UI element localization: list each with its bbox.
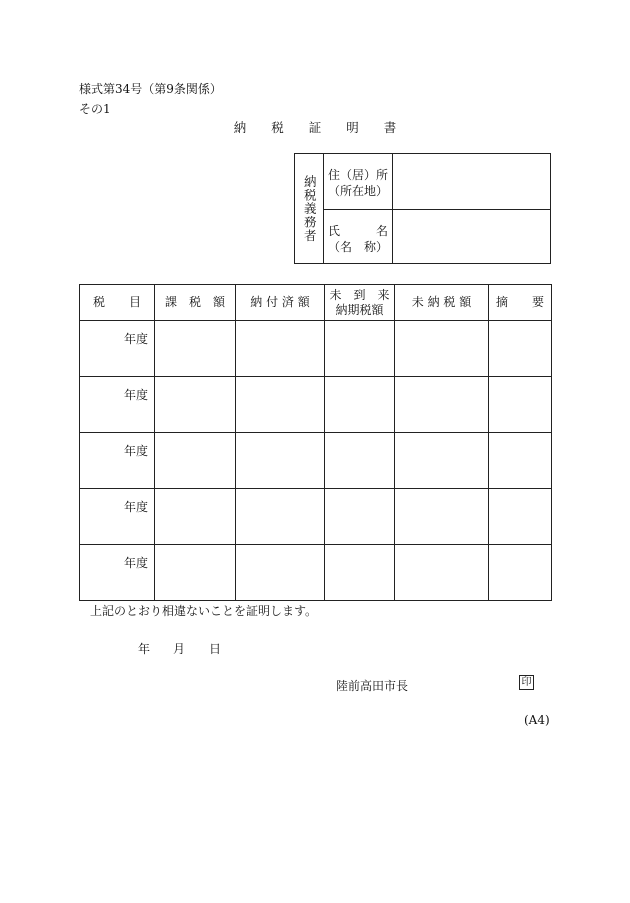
address-label-line1: 住（居）所 <box>327 168 388 182</box>
seal-mark: 印 <box>519 675 534 690</box>
taxed-amount-cell[interactable] <box>155 489 236 545</box>
date-year-label: 年 <box>138 642 151 656</box>
year-cell[interactable]: 年度 <box>80 321 155 377</box>
paid-amount-cell[interactable] <box>236 377 325 433</box>
unpaid-amount-cell[interactable] <box>395 545 489 601</box>
paper-size-note: (A4) <box>524 713 550 727</box>
table-row <box>80 377 552 433</box>
not-due-amount-cell[interactable] <box>325 545 395 601</box>
name-label-line1: 氏 名 <box>327 224 388 238</box>
remarks-cell[interactable] <box>489 377 552 433</box>
issuer-name: 陸前高田市長 <box>336 679 409 693</box>
header-not-due-line1: 未 到 来 <box>329 287 390 302</box>
year-cell[interactable]: 年度 <box>80 489 155 545</box>
header-not-due-amount <box>325 285 395 321</box>
date-day-label: 日 <box>209 642 222 656</box>
form-number: 様式第34号（第9条関係） <box>79 82 222 96</box>
paid-amount-cell[interactable] <box>236 489 325 545</box>
tax-table <box>79 284 552 601</box>
address-label-line2: （所在地） <box>327 184 388 198</box>
unpaid-amount-cell[interactable] <box>395 321 489 377</box>
paid-amount-cell[interactable] <box>236 321 325 377</box>
table-row <box>80 433 552 489</box>
certification-statement: 上記のとおり相違ないことを証明します。 <box>90 604 318 618</box>
issue-date <box>138 640 221 657</box>
unpaid-amount-cell[interactable] <box>395 377 489 433</box>
table-row <box>80 545 552 601</box>
taxpayer-vertical-label <box>295 154 324 263</box>
not-due-amount-cell[interactable] <box>325 489 395 545</box>
header-tax-item: 税 目 <box>80 285 155 321</box>
year-cell[interactable]: 年度 <box>80 433 155 489</box>
unpaid-amount-cell[interactable] <box>395 433 489 489</box>
remarks-cell[interactable] <box>489 321 552 377</box>
taxed-amount-cell[interactable] <box>155 377 236 433</box>
name-label-line2: （名 称） <box>327 240 388 254</box>
name-label <box>323 209 393 263</box>
taxed-amount-cell[interactable] <box>155 545 236 601</box>
table-row <box>80 321 552 377</box>
taxed-amount-cell[interactable] <box>155 321 236 377</box>
document-title: 納 税 証 明 書 <box>233 120 397 135</box>
header-taxed-amount: 課 税 額 <box>155 285 236 321</box>
remarks-cell[interactable] <box>489 545 552 601</box>
not-due-amount-cell[interactable] <box>325 433 395 489</box>
year-cell[interactable]: 年度 <box>80 545 155 601</box>
table-header-row <box>80 285 552 321</box>
date-month-label: 月 <box>173 642 186 656</box>
not-due-amount-cell[interactable] <box>325 321 395 377</box>
taxed-amount-cell[interactable] <box>155 433 236 489</box>
not-due-amount-cell[interactable] <box>325 377 395 433</box>
taxpayer-box <box>294 153 551 264</box>
unpaid-amount-cell[interactable] <box>395 489 489 545</box>
table-row <box>80 489 552 545</box>
remarks-cell[interactable] <box>489 433 552 489</box>
year-cell[interactable]: 年度 <box>80 377 155 433</box>
name-row <box>323 209 550 263</box>
header-remarks: 摘 要 <box>489 285 552 321</box>
header-unpaid-amount: 未 納 税 額 <box>395 285 489 321</box>
name-field[interactable] <box>393 209 550 263</box>
paid-amount-cell[interactable] <box>236 545 325 601</box>
address-label <box>323 154 393 209</box>
address-row <box>323 154 550 210</box>
paid-amount-cell[interactable] <box>236 433 325 489</box>
remarks-cell[interactable] <box>489 489 552 545</box>
address-field[interactable] <box>393 154 550 209</box>
header-paid-amount: 納 付 済 額 <box>236 285 325 321</box>
sub-number: その1 <box>79 102 111 116</box>
header-not-due-line2: 納期税額 <box>335 302 384 317</box>
taxpayer-label-text: 納税義務者 <box>302 174 318 243</box>
